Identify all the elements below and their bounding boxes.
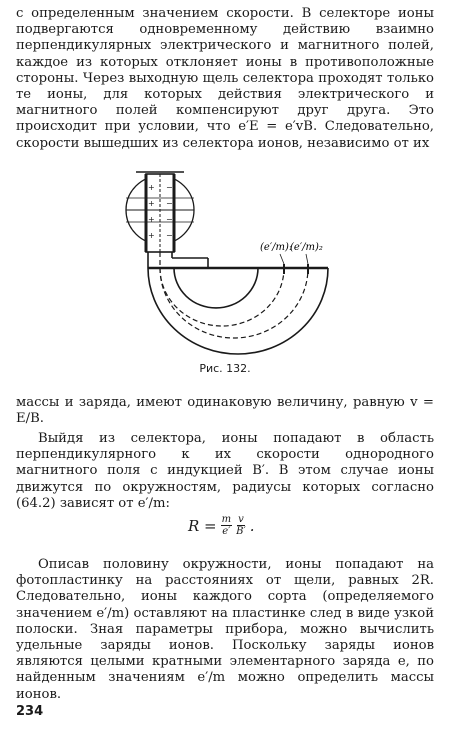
paragraph-magnetic-field: Выйдя из селектора, ионы попадают в область перпендикулярного к их скорости однородного магнитного поля с индукцией B′. В этом случае ионы движутся по окружностям, радиусы которых согласно (64.2) зависят от e′/m: [16,431,434,511]
svg-text:−: − [166,183,173,192]
formula-period: . [249,516,255,535]
ion-label-2: (e′/m)₂ [290,242,323,253]
svg-text:+: + [148,231,155,240]
paragraph-velocity: массы и заряда, имеют одинаковую величину, равную v = E/B. [16,395,434,427]
paragraph-conclusion: Описав половину окружности, ионы попадают на фотопластинку на расстояниях от щели, равных 2R. Следовательно, ионы каждого сорта (определяемого значением e′/m) оставляют на пластинке след в виде узкой полоски. Зная параметры прибора, можно вычислить удельные заряды ионов. Поскольку заряды ионов являются целыми кратными элементарного заряда e, по найденным значениям e′/m можно определить массы ионов. [16,557,434,702]
paragraph-intro: с определенным значением скорости. В селекторе ионы подвергаются одновременному действию взаимно перпендикулярных электрического и магнитного полей, каждое из которых отклоняет ионы в противоположные стороны. Через выходную щель селектора проходят только те ионы, для которых действия электрического и магнитного полей компенсируют друг друга. Это происходит при условии, что e′E = e′vB. Следовательно, скорости вышедших из селектора ионов, независимо от их [16,6,434,151]
svg-text:−: − [166,199,173,208]
svg-text:+: + [148,199,155,208]
svg-text:+: + [148,183,155,192]
svg-text:−: − [166,231,173,240]
page-number: 234 [16,704,44,719]
svg-text:+: + [148,215,155,224]
svg-text:−: − [166,215,173,224]
figure-caption: Рис. 132. [199,362,251,375]
fraction-m-over-e: $\frac{m}{e'}$ [221,514,232,537]
ion-label-1: (e′/m)₁ [260,242,293,253]
formula-lhs: R = [188,516,217,535]
fraction-v-over-b: $\frac{v}{B'}$ [236,514,246,537]
radius-formula [188,514,255,537]
figure-132 [100,150,350,380]
mass-spectrograph-diagram [100,150,350,360]
